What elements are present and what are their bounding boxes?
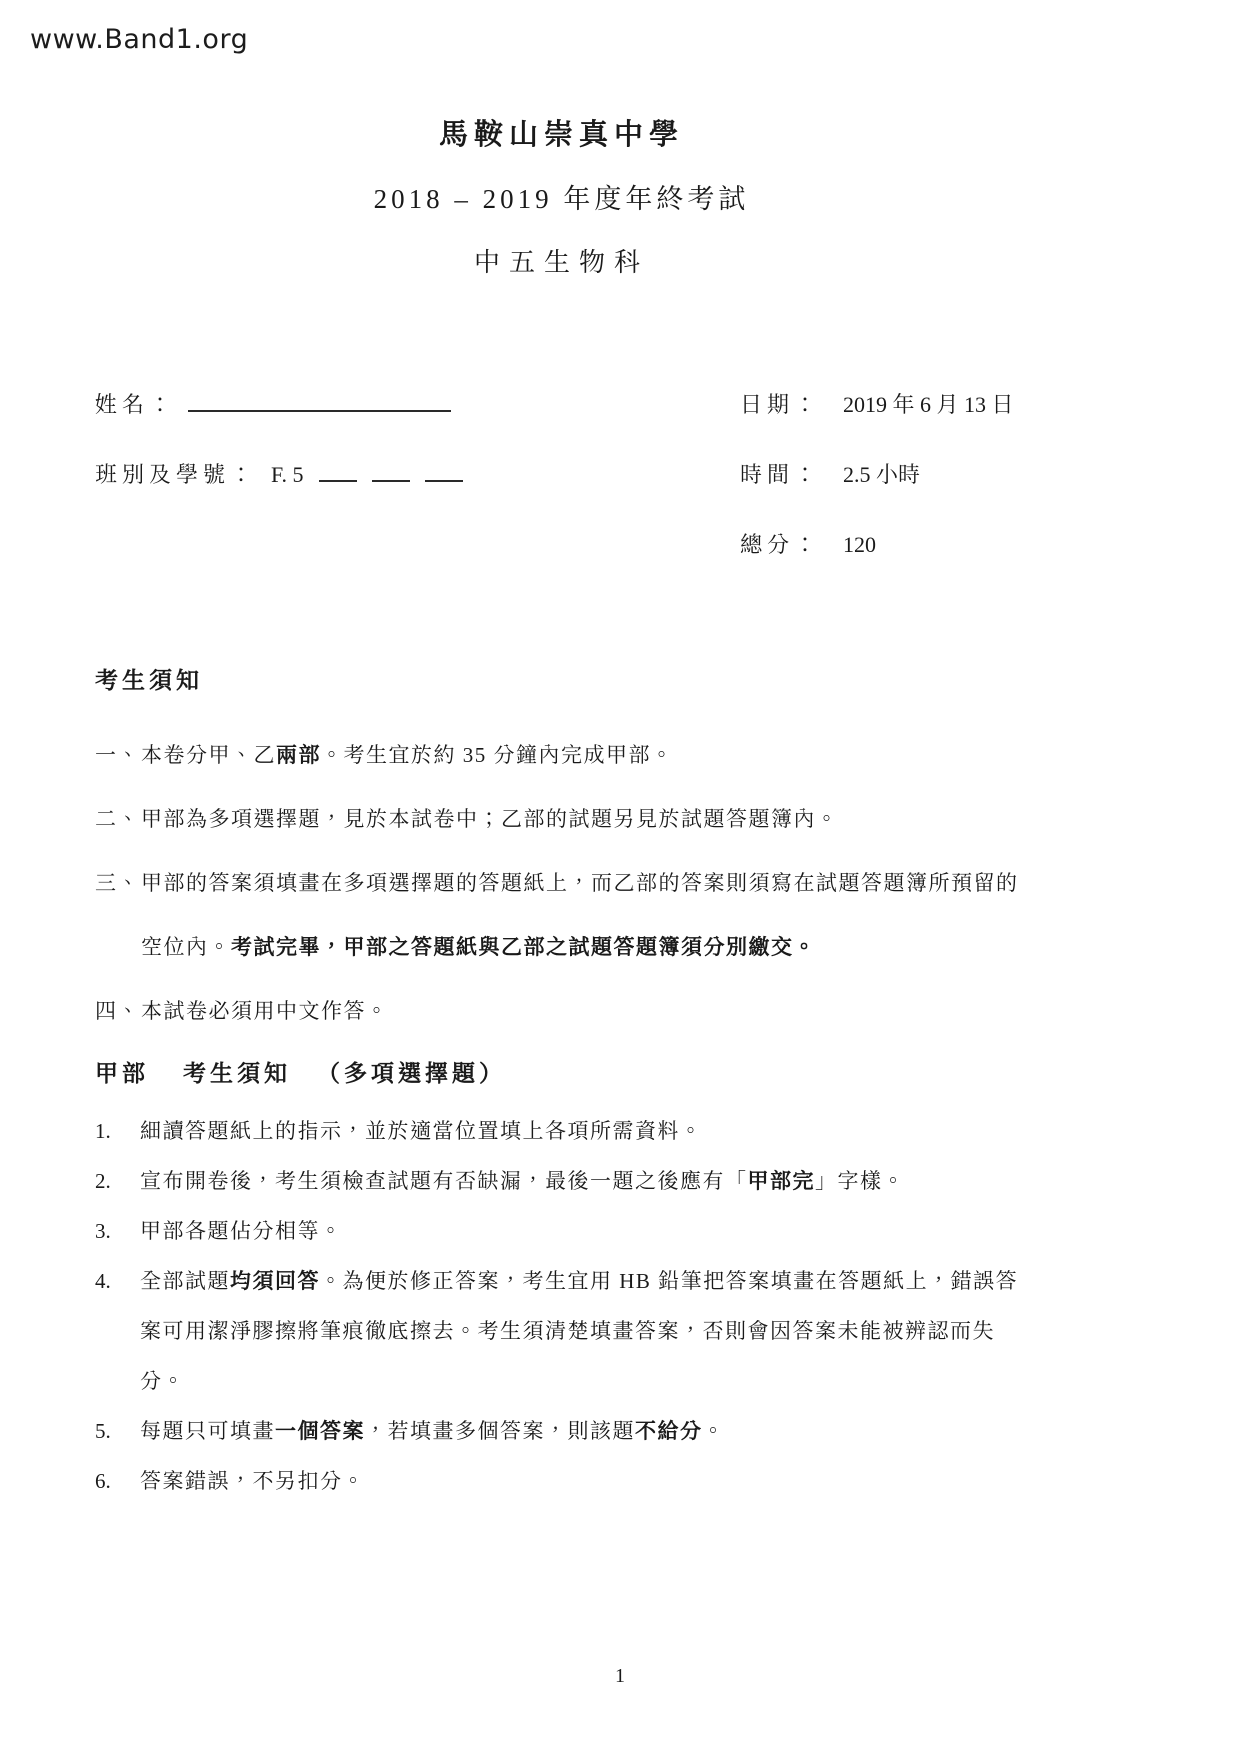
class-blank-1 xyxy=(319,480,357,482)
section-a-type-label: （多項選擇題） xyxy=(317,1061,506,1086)
general-notices-title: 考生須知 xyxy=(95,668,203,693)
class-blank-3 xyxy=(425,480,463,482)
total-marks-value: 120 xyxy=(843,532,877,557)
page-footer xyxy=(0,1665,1240,1688)
item-number: 4. xyxy=(95,1269,111,1293)
item-number: 一、 xyxy=(95,743,140,767)
page-number: 1 xyxy=(615,1665,625,1687)
item-text: 本試卷必須用中文作答。 xyxy=(141,999,389,1023)
list-item xyxy=(95,1156,1035,1206)
time-row xyxy=(740,458,920,489)
date-label: 日期： xyxy=(740,392,822,417)
list-item xyxy=(95,851,1030,979)
watermark: www.Band1.org xyxy=(30,24,249,55)
date-row xyxy=(740,388,1014,419)
section-a-heading xyxy=(95,1055,506,1088)
school-name: 馬鞍山崇真中學 xyxy=(438,119,684,151)
list-item xyxy=(95,1456,1035,1506)
class-label: 班別及學號： xyxy=(95,462,258,487)
item-number: 1. xyxy=(95,1119,111,1143)
item-text: 宣布開卷後，考生須檢查試題有否缺漏，最後一題之後應有「甲部完」字樣。 xyxy=(140,1169,905,1193)
title-block xyxy=(95,103,1028,295)
item-number: 四、 xyxy=(95,999,140,1023)
date-value: 2019 年 6 月 13 日 xyxy=(843,392,1014,417)
subject-title: 中五生物科 xyxy=(473,248,649,277)
list-item xyxy=(95,979,1030,1043)
item-text: 本卷分甲、乙兩部。考生宜於約 35 分鐘內完成甲部。 xyxy=(141,743,674,767)
list-item xyxy=(95,1106,1035,1156)
item-number: 三、 xyxy=(95,871,140,895)
list-item xyxy=(95,1206,1035,1256)
item-text: 甲部各題佔分相等。 xyxy=(140,1219,343,1243)
item-number: 3. xyxy=(95,1219,111,1243)
item-text: 全部試題均須回答。為便於修正答案，考生宜用 HB 鉛筆把答案填畫在答題紙上，錯誤答案可用潔淨膠擦將筆痕徹底擦去。考生須清楚填畫答案，否則會因答案未能被辨認而失分。 xyxy=(140,1269,1019,1393)
list-item xyxy=(95,1406,1035,1456)
item-number: 6. xyxy=(95,1469,111,1493)
time-value: 2.5 小時 xyxy=(843,462,921,487)
item-number: 二、 xyxy=(95,807,140,831)
list-item xyxy=(95,787,1030,851)
item-number: 5. xyxy=(95,1419,111,1443)
total-marks-row xyxy=(740,528,876,559)
section-a-notice-label: 考生須知 xyxy=(183,1061,291,1086)
section-a-part-label: 甲部 xyxy=(95,1061,149,1086)
class-prefix: F. 5 xyxy=(271,462,304,487)
item-text: 答案錯誤，不另扣分。 xyxy=(140,1469,365,1493)
list-item xyxy=(95,1256,1035,1406)
total-marks-label: 總分： xyxy=(740,532,822,557)
list-item xyxy=(95,723,1030,787)
section-a-instruction-list xyxy=(95,1106,1035,1506)
name-blank-line xyxy=(188,410,451,412)
name-label: 姓名： xyxy=(95,392,177,417)
general-notices-list xyxy=(95,723,1030,1043)
item-text: 每題只可填畫一個答案，若填畫多個答案，則該題不給分。 xyxy=(140,1419,725,1443)
class-blank-2 xyxy=(372,480,410,482)
item-number: 2. xyxy=(95,1169,111,1193)
item-text: 甲部為多項選擇題，見於本試卷中；乙部的試題另見於試題答題簿內。 xyxy=(141,807,839,831)
name-row xyxy=(95,388,451,419)
item-text: 甲部的答案須填畫在多項選擇題的答題紙上，而乙部的答案則須寫在試題答題簿所預留的空位內。考試完畢，甲部之答題紙與乙部之試題答題簿須分別繳交。 xyxy=(141,871,1019,959)
time-label: 時間： xyxy=(740,462,822,487)
item-text: 細讀答題紙上的指示，並於適當位置填上各項所需資料。 xyxy=(140,1119,703,1143)
class-row xyxy=(95,458,463,489)
exam-title: 2018 – 2019 年度年終考試 xyxy=(373,184,750,214)
